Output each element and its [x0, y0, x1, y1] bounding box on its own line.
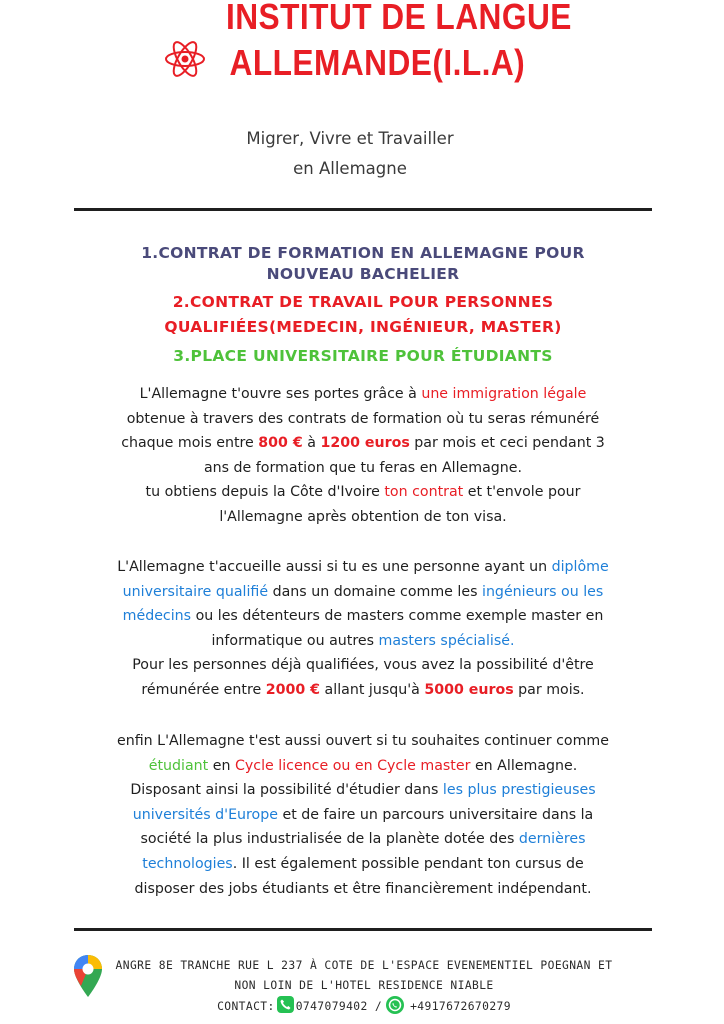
heading-1: [74, 243, 652, 285]
tagline-line-1: Migrer, Vivre et Travailler: [246, 129, 454, 148]
title-line-2: ALLEMANDE(I.L.A): [229, 42, 526, 83]
heading-3: 3.PLACE UNIVERSITAIRE POUR ÉTUDIANTS: [173, 347, 553, 365]
salary-min: 800 €: [258, 435, 303, 452]
heading-2: [74, 290, 652, 340]
whatsapp-icon: [386, 996, 404, 1014]
heading-2-line-1: 2.CONTRAT DE TRAVAIL POUR PERSONNES: [172, 293, 554, 311]
paragraph-formation: L'Allemagne t'ouvre ses portes grâce à une immigration légale obtenue à travers des contrats de formation où tu seras rémunéré chaque mois entre 800 € à 1200 euros par mois et ceci pendant 3 ans de formation que tu feras en Allemagne. tu obtiens depuis la Côte d'Ivoire ton contrat et t'envole pour l'Allemagne après obtention de ton visa.: [121, 386, 605, 525]
institute-title: [226, 0, 572, 86]
phone-icon: [277, 996, 294, 1013]
top-divider: [74, 208, 652, 211]
paragraph-qualified: L'Allemagne t'accueille aussi si tu es une personne ayant un diplôme universitaire qualifié dans un domaine comme les ingénieurs ou les médecins ou les détenteurs de masters comme exemple master en informatique ou autres masters spécialisé. Pour les personnes déjà qualifiées, vous avez la possibilité d'être rémunérée entre 2000 € allant jusqu'à 5000 euros par mois.: [117, 559, 609, 698]
heading-1-line-1: 1.CONTRAT DE FORMATION EN ALLEMAGNE POUR: [141, 244, 585, 262]
highlight-immigration: une immigration légale: [421, 386, 587, 402]
address-line-1: ANGRE 8E TRANCHE RUE L 237 À COTE DE L'ESPACE EVENEMENTIEL POEGNAN ET: [115, 959, 613, 972]
tagline: [190, 124, 510, 184]
heading-2-line-2: QUALIFIÉES(MEDECIN, INGÉNIEUR, MASTER): [164, 318, 562, 336]
salary-max: 1200 euros: [320, 435, 410, 452]
bottom-divider: [74, 928, 652, 931]
qualified-salary-min: 2000 €: [265, 681, 321, 698]
qualified-salary-max: 5000 euros: [424, 681, 514, 698]
highlight-contract: ton contrat: [384, 484, 464, 501]
phone-number-1[interactable]: 0747079402 /: [295, 1000, 383, 1013]
tagline-line-2: en Allemagne: [293, 159, 407, 178]
map-pin-icon: [72, 953, 104, 999]
contact-line: [104, 996, 624, 1017]
title-line-1: INSTITUT DE LANGUE: [226, 0, 572, 37]
atom-icon: [163, 37, 207, 81]
phone-number-2[interactable]: +4917672670279: [410, 1000, 511, 1013]
paragraph-university: enfin L'Allemagne t'est aussi ouvert si tu souhaites continuer comme étudiant en Cycle licence ou en Cycle master en Allemagne. Disposant ainsi la possibilité d'étudier dans les plus prestigieuses universités d'Europe et de faire un parcours universitaire dans la société la plus industrialisée de la planète dotée des dernières technologies. Il est également possible pendant ton cursus de disposer des jobs étudiants et être financièrement indépendant.: [117, 733, 609, 897]
address-line-2: NON LOIN DE L'HOTEL RESIDENCE NIABLE: [234, 979, 494, 992]
contact-label: CONTACT:: [217, 1000, 275, 1013]
heading-1-line-2: NOUVEAU BACHELIER: [266, 265, 460, 283]
